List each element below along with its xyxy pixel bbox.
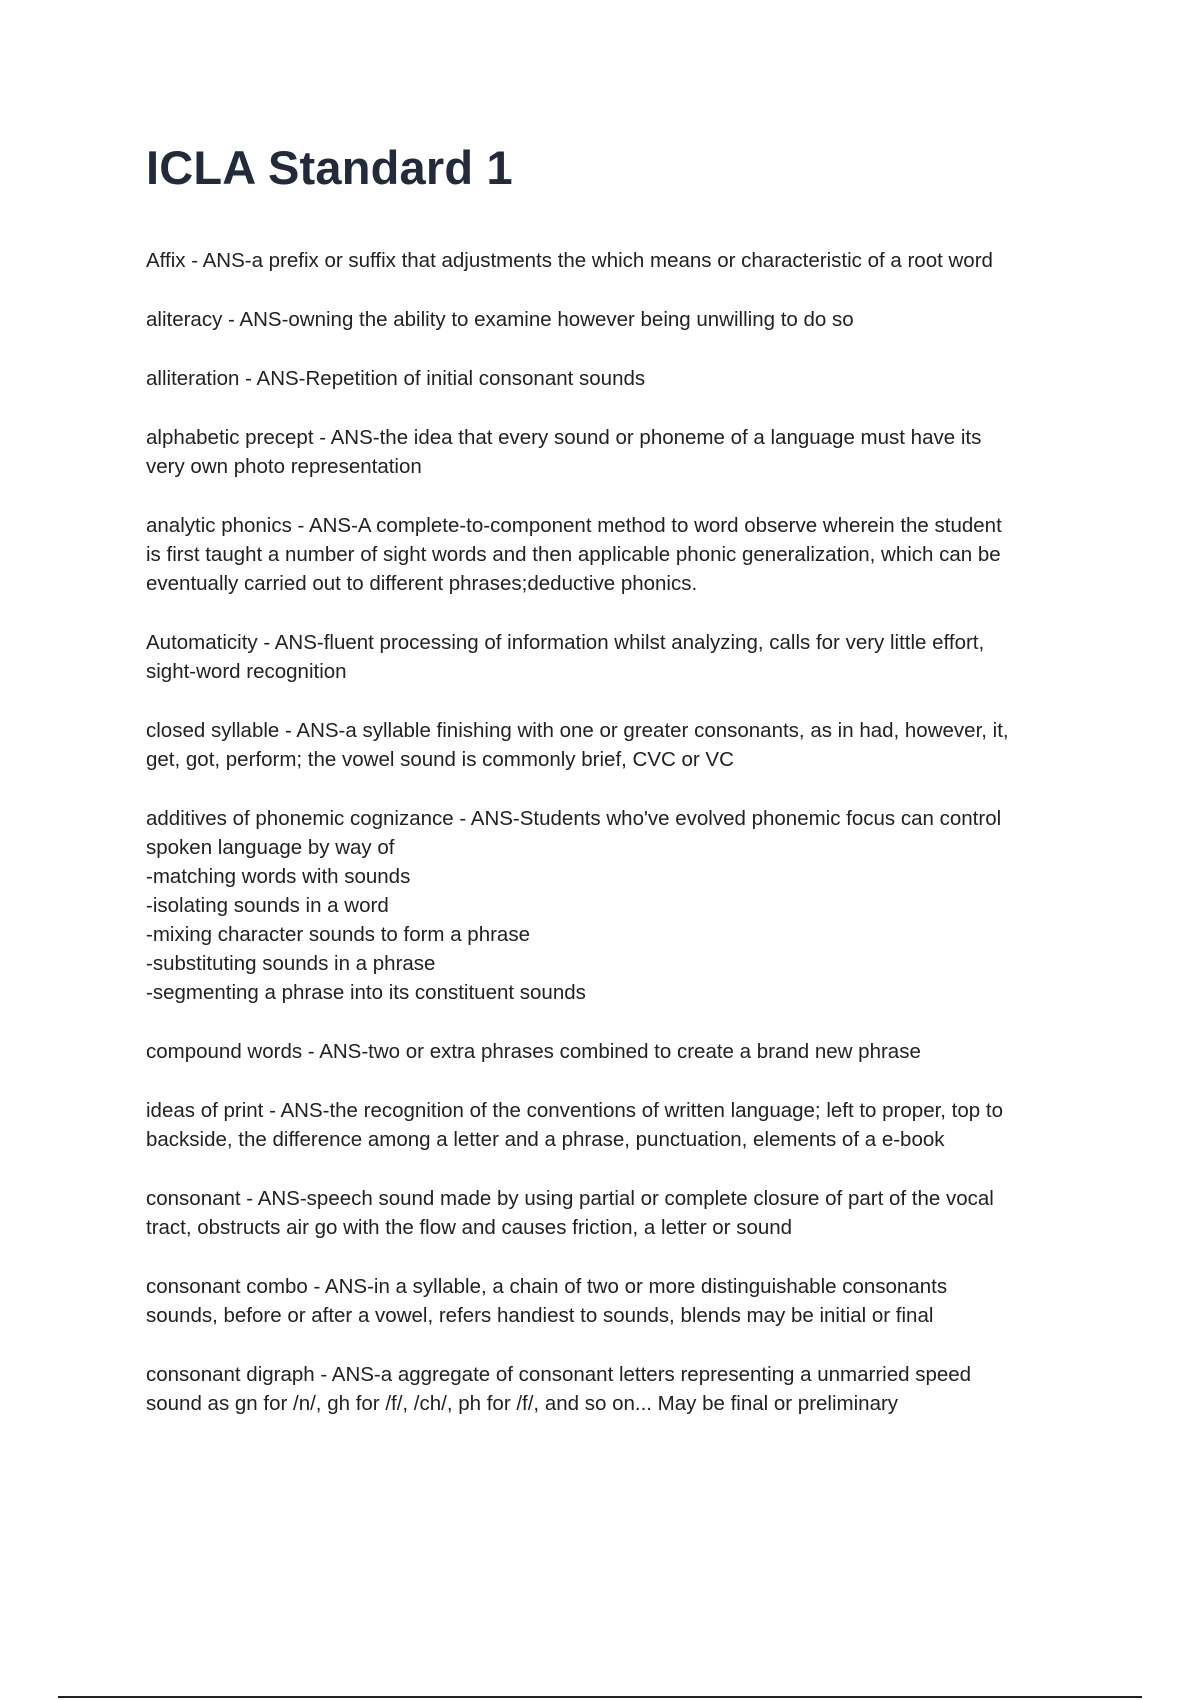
- glossary-entry: [146, 628, 1092, 686]
- glossary-entry: [146, 804, 1092, 1007]
- glossary-entry: [146, 1037, 1092, 1066]
- glossary-entry-line: is first taught a number of sight words and then applicable phonic generalization, which can be: [146, 543, 1001, 567]
- glossary-entry: [146, 1272, 1092, 1330]
- glossary-entry-line: ideas of print - ANS-the recognition of the conventions of written language; left to proper, top to: [146, 1099, 1003, 1123]
- glossary-entry-line: -mixing character sounds to form a phrase: [146, 923, 530, 947]
- glossary-entry: [146, 246, 1092, 275]
- glossary-entry-line: eventually carried out to different phrases;deductive phonics.: [146, 572, 698, 596]
- footer-divider: [58, 1696, 1142, 1698]
- glossary-entry-line: sounds, before or after a vowel, refers handiest to sounds, blends may be initial or final: [146, 1304, 934, 1328]
- glossary-entry: [146, 1360, 1092, 1418]
- glossary-entry-line: tract, obstructs air go with the flow and causes friction, a letter or sound: [146, 1216, 793, 1240]
- glossary-entry-line: closed syllable - ANS-a syllable finishing with one or greater consonants, as in had, however, it,: [146, 719, 1009, 743]
- page-title: ICLA Standard 1: [146, 141, 513, 194]
- glossary-entry-line: backside, the difference among a letter and a phrase, punctuation, elements of a e-book: [146, 1128, 945, 1152]
- glossary-entry-line: very own photo representation: [146, 455, 422, 479]
- glossary-entry-line: compound words - ANS-two or extra phrases combined to create a brand new phrase: [146, 1040, 921, 1064]
- glossary-entry: [146, 511, 1092, 598]
- glossary-entry-line: spoken language by way of: [146, 836, 395, 860]
- glossary-entry-line: -isolating sounds in a word: [146, 894, 389, 918]
- glossary-entry-line: sound as gn for /n/, gh for /f/, /ch/, ph for /f/, and so on... May be final or preliminary: [146, 1392, 899, 1416]
- glossary-entry-line: consonant - ANS-speech sound made by using partial or complete closure of part of the vocal: [146, 1187, 994, 1211]
- glossary-entry-line: alphabetic precept - ANS-the idea that every sound or phoneme of a language must have its: [146, 426, 982, 450]
- glossary-entry-line: aliteracy - ANS-owning the ability to examine however being unwilling to do so: [146, 308, 854, 332]
- glossary-entry: [146, 364, 1092, 393]
- glossary-entry-line: Automaticity - ANS-fluent processing of information whilst analyzing, calls for very little effort,: [146, 631, 985, 655]
- glossary-entry: [146, 1096, 1092, 1154]
- glossary-entry: [146, 423, 1092, 481]
- glossary-entry-line: -substituting sounds in a phrase: [146, 952, 436, 976]
- glossary-entry-line: consonant combo - ANS-in a syllable, a chain of two or more distinguishable consonants: [146, 1275, 948, 1299]
- glossary-entry-line: analytic phonics - ANS-A complete-to-component method to word observe wherein the student: [146, 514, 1002, 538]
- glossary-entry-line: additives of phonemic cognizance - ANS-Students who've evolved phonemic focus can control: [146, 807, 1002, 831]
- glossary-entry-line: consonant digraph - ANS-a aggregate of consonant letters representing a unmarried speed: [146, 1363, 972, 1387]
- glossary-entry-line: sight-word recognition: [146, 660, 347, 684]
- glossary-entry: [146, 716, 1092, 774]
- glossary-entry: [146, 1184, 1092, 1242]
- glossary-entry-line: get, got, perform; the vowel sound is commonly brief, CVC or VC: [146, 748, 734, 772]
- glossary-entry-line: Affix - ANS-a prefix or suffix that adjustments the which means or characteristic of a root word: [146, 249, 993, 273]
- document-page: [146, 140, 1092, 1448]
- glossary-list: [146, 246, 1092, 1418]
- glossary-entry-line: -matching words with sounds: [146, 865, 411, 889]
- glossary-entry-line: -segmenting a phrase into its constituent sounds: [146, 981, 586, 1005]
- glossary-entry: [146, 305, 1092, 334]
- glossary-entry-line: alliteration - ANS-Repetition of initial consonant sounds: [146, 367, 646, 391]
